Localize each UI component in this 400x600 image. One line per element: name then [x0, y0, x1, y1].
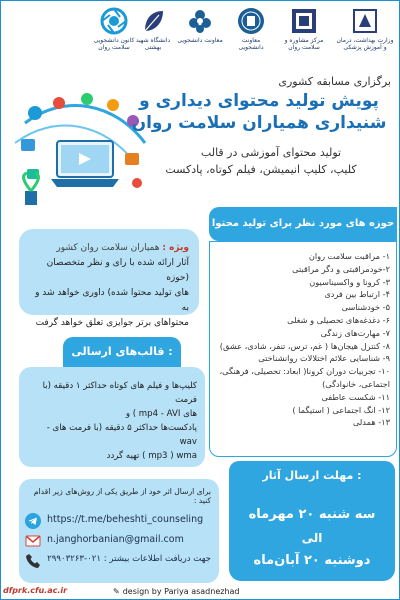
ministry-emblem-icon: [351, 7, 379, 35]
telegram-icon: [25, 513, 41, 529]
contact-box: [19, 479, 219, 583]
dental-school-logo: [133, 7, 173, 67]
formats-box: [19, 367, 205, 467]
deadline-start: سه شنبه ۲۰ مهرماه: [248, 507, 376, 522]
list-item: ۲-خودمراقبتی و دگر مراقبتی: [292, 263, 390, 274]
designer-text: design by Pariya asadnezhad: [122, 587, 240, 596]
topics-header: حوزه های مورد نظر برای تولید محتوا: [209, 207, 397, 241]
contact-intro: برای ارسال اثر خود از طریق یکی از روش‌های زیر اقدام کنید :: [33, 487, 211, 505]
logo-caption: معاونت دانشجویی: [238, 37, 264, 51]
title-line-2: شنیداری همیاران سلامت روان: [131, 113, 387, 133]
deadline-header: مهلت ارسال آثار :: [229, 461, 395, 491]
subtitle-line-2: کلیپ، کلیپ انیمیشن، فیلم کوتاه، پادکست: [165, 163, 357, 176]
tehran-university-logo: [231, 7, 271, 67]
logo-caption: کانون دانشجویی سلامت روان: [93, 37, 135, 51]
list-item: اجتماعی، خانوادگی): [322, 378, 390, 389]
deadline-separator: الی: [301, 531, 323, 545]
logos-row: [1, 7, 400, 67]
site-url[interactable]: dfprk.cfu.ac.ir: [3, 586, 68, 595]
list-item: ۴- ارتباط بین فردی: [324, 289, 390, 300]
subtitle-line-1: تولید محتوای آموزشی در قالب: [200, 146, 342, 159]
list-item: ۱۱- شکست عاطفی: [321, 391, 390, 402]
topics-list: [209, 241, 397, 457]
telegram-link[interactable]: https://t.me/beheshti_counseling: [47, 514, 204, 525]
ministry-health-logo: [336, 7, 394, 67]
judging-label: ویژه :: [162, 243, 189, 253]
phone-icon: [25, 553, 41, 569]
list-item: ۳- کرونا و واکسیناسیون: [309, 276, 390, 287]
formats-line-1: کلیپ‌ها و فیلم های کوتاه حداکثر ۱ دقیقه (با فرمت: [42, 381, 197, 405]
list-item: ۷- مهارت‌های زندگی: [320, 327, 390, 338]
competition-label: برگزاری مسابقه کشوری: [278, 75, 391, 88]
leaf-icon: [139, 7, 167, 35]
list-item: ۹- شناسایی علائم اختلالات روانشناختی: [258, 353, 390, 364]
list-item: ۱۰- تجربیات دوران کرونا( ابعاد: تحصیلی، فرهنگی،: [219, 366, 390, 377]
judging-audience: همیاران سلامت روان کشور: [56, 243, 160, 253]
flower-emblem-icon: [186, 7, 214, 35]
camera-shutter-icon: [100, 7, 128, 35]
phone-info: جهت دریافت اطلاعات بیشتر : ۰۲۱-۲۹۹۰۳۲۶۳: [47, 554, 211, 564]
laptop-icon: [51, 141, 119, 187]
square-emblem-icon: [290, 7, 318, 35]
judging-line-3: محتواهای برتر جوایزی تعلق خواهد گرفت: [35, 318, 189, 328]
judging-line-1: آثار ارائه شده با رای و نظر متخصصان (حوزه: [46, 258, 189, 283]
designer-credit: [113, 587, 240, 596]
isfahan-university-logo: [171, 7, 229, 67]
deadline-box: [229, 491, 395, 581]
email-link[interactable]: n.janghorbanian@gmail.com: [47, 534, 184, 545]
telegram-row[interactable]: [25, 513, 215, 529]
title-line-1: پویش تولید محتوای دیداری و: [139, 91, 379, 111]
email-row[interactable]: [25, 533, 215, 549]
beheshti-university-logo: [276, 7, 332, 67]
logo-caption: وزارت بهداشت، درمان و آموزش پزشکی: [336, 37, 394, 51]
list-item: ۵- خودشناسی: [341, 302, 390, 313]
list-item: ۶- دغدغه‌های تحصیلی و شغلی: [287, 314, 390, 325]
logo-caption: معاونت دانشجویی: [177, 37, 223, 44]
list-item: ۱۳- همدلی: [352, 417, 390, 428]
list-item: ۱۲- انگ اجتماعی ( استیگما ): [292, 404, 390, 415]
beheshti-counseling-logo: [89, 7, 139, 67]
list-item: ۸- کنترل هیجان‌ها ( غم، ترس، تنفر، شادی، عشق): [219, 340, 390, 351]
gmail-icon: [25, 533, 41, 549]
deadline-end: دوشنبه ۲۰ آبان‌ماه: [253, 553, 371, 568]
university-seal-icon: [237, 7, 265, 35]
judging-box: [19, 229, 199, 328]
phone-row: [25, 553, 215, 569]
formats-header: قالب‌های ارسالی :: [63, 337, 181, 367]
logo-caption: دانشگاه شهید بهشتی: [135, 37, 171, 51]
formats-line-2: های mp4 - AVI ) و: [125, 409, 197, 419]
logo-caption: مرکز مشاوره و سلامت روان: [284, 37, 324, 51]
formats-line-3: پادکست‌ها حداکثر ۵ دقیقه (با فرمت های - wav: [46, 423, 197, 447]
pen-icon: ✎: [113, 587, 120, 596]
list-item: ۱- مراقبت سلامت روان: [308, 251, 390, 261]
formats-line-4: mp3 ) wma ) تهیه گردد: [106, 451, 197, 461]
judging-audience-line: [27, 241, 189, 256]
judging-line-2: های تولید محتوا شده) داوری خواهد شد و به: [35, 288, 189, 313]
